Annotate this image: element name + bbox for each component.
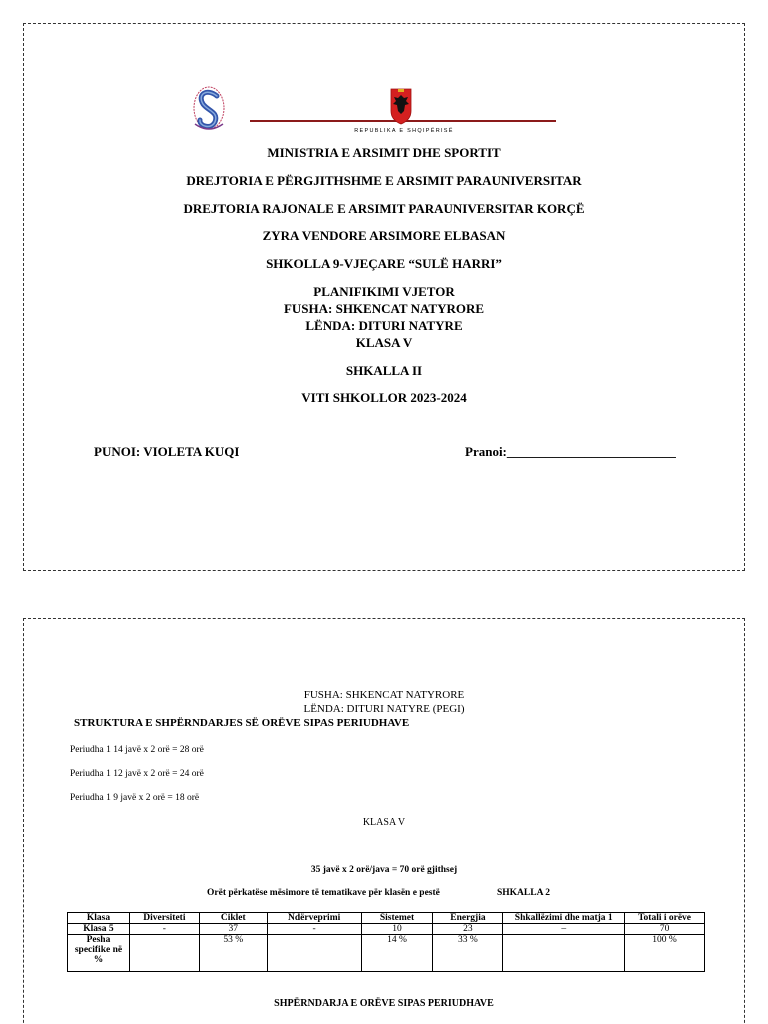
table-header-cell: Klasa (68, 913, 130, 924)
directorate-general-line: DREJTORIA E PËRGJITHSHME E ARSIMIT PARAUNIVERSITAR (186, 173, 582, 188)
ministry-line: MINISTRIA E ARSIMIT DHE SPORTIT (267, 145, 501, 160)
table-cell: - (267, 924, 361, 935)
level-line: SHKALLA II (345, 363, 423, 378)
page2-field: FUSHA: SHKENCAT NATYRORE (303, 689, 465, 701)
plan-title: PLANIFIKIMI VJETOR (313, 284, 455, 299)
total-hours-line: 35 javë x 2 orë/java = 70 orë gjithsej (310, 865, 458, 875)
table-header-cell: Diversiteti (129, 913, 199, 924)
table-row (68, 935, 705, 972)
table-cell (267, 935, 361, 972)
school-logo (191, 84, 227, 134)
table-cell: 53 % (199, 935, 267, 972)
table-cell: 70 (625, 924, 705, 935)
period-line-2: Periudha 1 12 javë x 2 orë = 24 orë (70, 769, 204, 779)
table-cell: Klasa 5 (68, 924, 130, 935)
table-header-cell: Shkallëzimi dhe matja 1 (503, 913, 625, 924)
table-cell: 37 (199, 924, 267, 935)
table-cell: – (503, 924, 625, 935)
table-header-cell: Ndërveprimi (267, 913, 361, 924)
prepared-by: PUNOI: VIOLETA KUQI (94, 444, 240, 459)
subject-line: LËNDA: DITURI NATYRE (305, 318, 463, 333)
local-office-line: ZYRA VENDORE ARSIMORE ELBASAN (262, 228, 506, 243)
table-header-cell: Sistemet (361, 913, 433, 924)
content-page (23, 618, 745, 1024)
table-cell: 14 % (361, 935, 433, 972)
table-cell: - (129, 924, 199, 935)
page2-subject: LËNDA: DITURI NATYRE (PEGI) (303, 703, 465, 715)
structure-title: STRUKTURA E SHPËRNDARJES SË ORËVE SIPAS PERIUDHAVE (74, 717, 410, 729)
school-year-line: VITI SHKOLLOR 2023-2024 (301, 390, 467, 405)
cover-page (23, 23, 745, 571)
table-header-cell: Totali i orëve (625, 913, 705, 924)
table-cell (503, 935, 625, 972)
table-cell: 33 % (433, 935, 503, 972)
table-row (68, 924, 705, 935)
table-header-row (68, 913, 705, 924)
table-header-cell: Ciklet (199, 913, 267, 924)
received-by: Pranoi:__________________________ (465, 444, 676, 459)
table-caption: Orët përkatëse mësimore të tematikave për klasën e pestë (207, 888, 440, 898)
school-name-line: SHKOLLA 9-VJEÇARE “SULË HARRI” (266, 256, 502, 271)
period-line-1: Periudha 1 14 javë x 2 orë = 28 orë (70, 745, 204, 755)
table-cell: Pesha specifike në % (68, 935, 130, 972)
page2-grade: KLASA V (362, 817, 406, 828)
grade-line: KLASA V (355, 335, 413, 350)
emblem-caption: REPUBLIKA E SHQIPËRISË (354, 128, 454, 134)
period-line-3: Periudha 1 9 javë x 2 orë = 18 orë (70, 793, 200, 803)
field-line: FUSHA: SHKENCAT NATYRORE (283, 301, 485, 316)
table-cell (129, 935, 199, 972)
hours-allocation-table (67, 912, 705, 972)
table-cell: 10 (361, 924, 433, 935)
regional-directorate-line: DREJTORIA RAJONALE E ARSIMIT PARAUNIVERSITAR KORÇË (183, 201, 585, 216)
table-header-cell: Energjia (433, 913, 503, 924)
albanian-emblem-icon (388, 87, 414, 125)
distribution-title: SHPËRNDARJA E ORËVE SIPAS PERIUDHAVE (274, 998, 494, 1009)
table-cell: 23 (433, 924, 503, 935)
table-level: SHKALLA 2 (497, 888, 551, 898)
table-cell: 100 % (625, 935, 705, 972)
